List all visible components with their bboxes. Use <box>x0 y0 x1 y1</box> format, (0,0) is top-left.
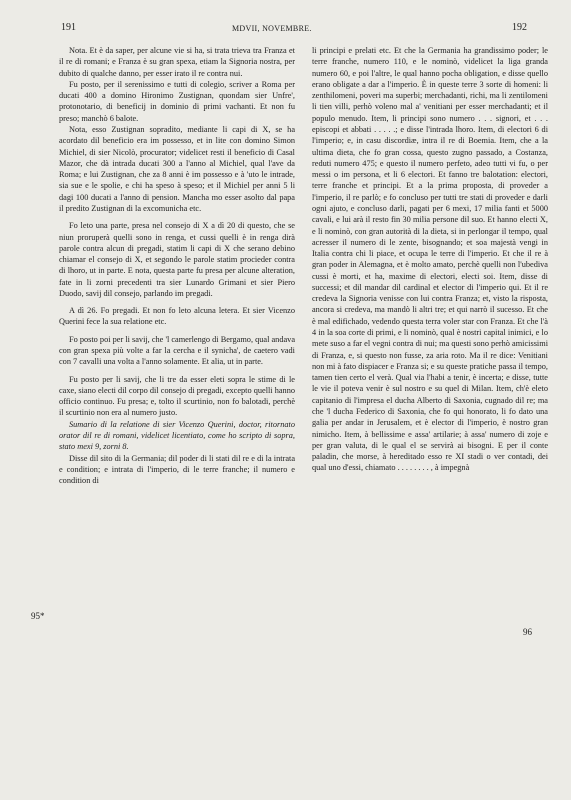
right-column <box>312 45 548 474</box>
summary-heading: Sumario di la relatione di sier Vicenzo Querini, doctor, ritornato orator dil re di romani, videlicet licentiato, come ho scripto di sopra, stato mexi 9, zorni 8. <box>59 419 295 452</box>
left-page-number: 191 <box>61 22 76 33</box>
paragraph-relatione-start: Disse dil sito di la Germania; dil poder di li stati dil re e di la intrata e condition; e intrata di l'imperio, di le terre franche; il numero e condition di <box>59 453 295 486</box>
paragraph-relatione-continued: li principi e prelati etc. Et che la Germania ha grandissimo poder; le terre franche, numero 110, e le nominò, videlicet la liga granda numero 60, e poi l'altre, le qual hanno pocha obligation, e disse quello erano obligate a dar a l'imperio. È in queste terre 3 sorte di homeni: li zenthilomeni, poveri ma superbi; merchadanti, richi, ma li zentilomeni li tien villi, perhò voleno mal a' venitiani per esser merchadanti; et il populo menudo. Item, li principi sono numero . . . signori, et . . . episcopi et abbati . . . . .; e disse l'intrada lhoro. Item, di electori 6 di l'imperio; e, in casu discordiæ, intra il re di Boemia. Item, che a la ultima dieta, che fo gran cossa, questo zugno passado, a Costanza, reduti numero 475; e questo il numero perfeto, adeo tutti vi fu, o per messi o im persona, et li 6 electori. Et fanno tre balotation: electori, terre franche et principi. Et a la prima proposta, di proveder a l'imperio, il re parlò; e fo concluso per tutti tre stati di proveder e darli ogni ajuto, e concluso darli, pagati per 6 mexi, 17 milia fanti et 5000 cavali, e lui arà il resto fin 30 milia persone dil suo. Et hanno electi X, e li nominò, con gran autorità di la dieta, si in perlongar il tempo, qual acresser il numero di le zente, bisognando; et soa majestà vengi in Italia contra chi li piace, et ocupa le terre di l'imperio. Et che il re à gran poder in Alemagna, et è molto amato, perchè quelli non l'ubediva cussi è morti, et ha, maxime di electori, electi soi. Item, disse di successi; et dil mandar dil cardinal et elector di l'imperio qui. Et il re credeva la Signoria venisse con lui contra Franza; et, visto la risposta, ancora si credeva, ma mandò li altri tre; et qui narrò il sucesso. Et che è mal edifichado, vedendo questa terra voler star con Franza. Et che l'à 4 in la soa corte di primi, e li nominò, qual è nostri capital inimici, e lo mete suso a far el vegni contra di nui; ma questi sono perhò amicissimi di Franza, e, si questo non fusse, za aria roto. Ma il re dice: Venitiani non mi à fato dispiacer e Franza si; e su queste pratiche passa il tempo, tamen tien certo el verà. Qual via l'habi a tenir, è incerta; e disse, tutte le vie il poteva venir è sul nostro e su quel di Milan. Item, ch'è eleto capitanio di l'impresa el ducha Alberto di Saxonia, cugnado dil re; ma che 'l ducha Federico di Saxonia, che fo qui honorato, li fo dato una galia per andar in Jerusalem, et è elector di l'imperio, è nostro gran nimicho. Item, à bellissime e assa' artilarie; à assa' numero di zoje e per gran valuta, di le qual el se servirà ai bisogni. E per il conte paladin, che morse, à hereditado esso re XI stadi o ver contadi, dei qual uno d'essi, chiamato . . . . . . . . , à impegnà <box>312 46 548 473</box>
paragraph-consejo-x: Fo leto una parte, presa nel consejo di X a dì 20 di questo, che se niun proruperà quelli sono in renga, et cussi quelli è in renga dirà parole contra alcun di pregadi, statim li capi di X che serano debino chiamar el consejo di X, et segondo le parole statim procieder contra di lhoro, ut in parte. E nota, questa parte fu presa per alcune alteration, fate in li zorni precedenti tra sier Lunardo Grimani et sier Piero Duodo, savij dil consejo, parlando im pregadi. <box>59 221 295 298</box>
running-title: MDVII, NOVEMBRE. <box>232 24 312 33</box>
margin-note-left: 95* <box>31 611 45 621</box>
paragraph-stime-caxe: Fu posto per li savij, che li tre da esser eleti sopra le stime di le caxe, siano electi dil corpo dil consejo di pregadi, excepto quelli hanno officio continuo. Fu presa; e, tolto il scurtinio, non fo balotadi, perchè il scurtinio non era al numero justo. <box>59 374 295 418</box>
paragraph-camerlengo: Fo posto poi per li savij, che 'l camerlengo di Bergamo, qual andava con gran spexa più volte a far la cercha e il synicha', de caetero vadi con 7 cavalli una volta a l'anno solamente. Et alia, ut in parte. <box>59 334 295 367</box>
paragraph-beneficio: Nota, esso Zustignan sopradito, mediante li capi di X, se ha acordato dil beneficio era im possesso, et in lite con domino Simon Michiel, di sier Nicolò, procurator; videlicet resti il beneficio di Casal Mazor, che dà intrada ducati 300 a l'anno al Michiel, qual l'ave da Roma; e lui Zustignan, che za 8 anni è im possesso e à 'uto le intrade, sia sue e le spolie, e chi ha speso à speso; et il Michiel per anni 5 li dagi 100 ducati a l'anno di pension. Mancha mo esser asolto dal papa il predito Zustignan di la excomunicha etc. <box>59 124 295 213</box>
left-column <box>59 45 295 486</box>
margin-note-right: 96 <box>523 627 532 637</box>
paragraph-zustignan-roma: Fu posto, per il serenissimo e tutti di colegio, scriver a Roma per ducati 400 a domino Hironimo Zustignan, quondam sier Unfre', protonotario, di beneficij in dominio di primi vachanti. Et non fu preso; manchò 6 balote. <box>59 79 295 123</box>
paragraph-nota-trieva: Nota. Et è da saper, per alcune vie si ha, si trata trieva tra Franza et il re di romani; e Franza è su gran spexa, etiam la Signoria nostra, per dubito di qualche danno, per esser irato il re contra nui. <box>59 46 295 78</box>
right-page-number: 192 <box>512 22 527 33</box>
paragraph-26-pregadi: A dì 26. Fo pregadi. Et non fo leto alcuna letera. Et sier Vicenzo Querini fece la sua relatione etc. <box>59 306 295 327</box>
